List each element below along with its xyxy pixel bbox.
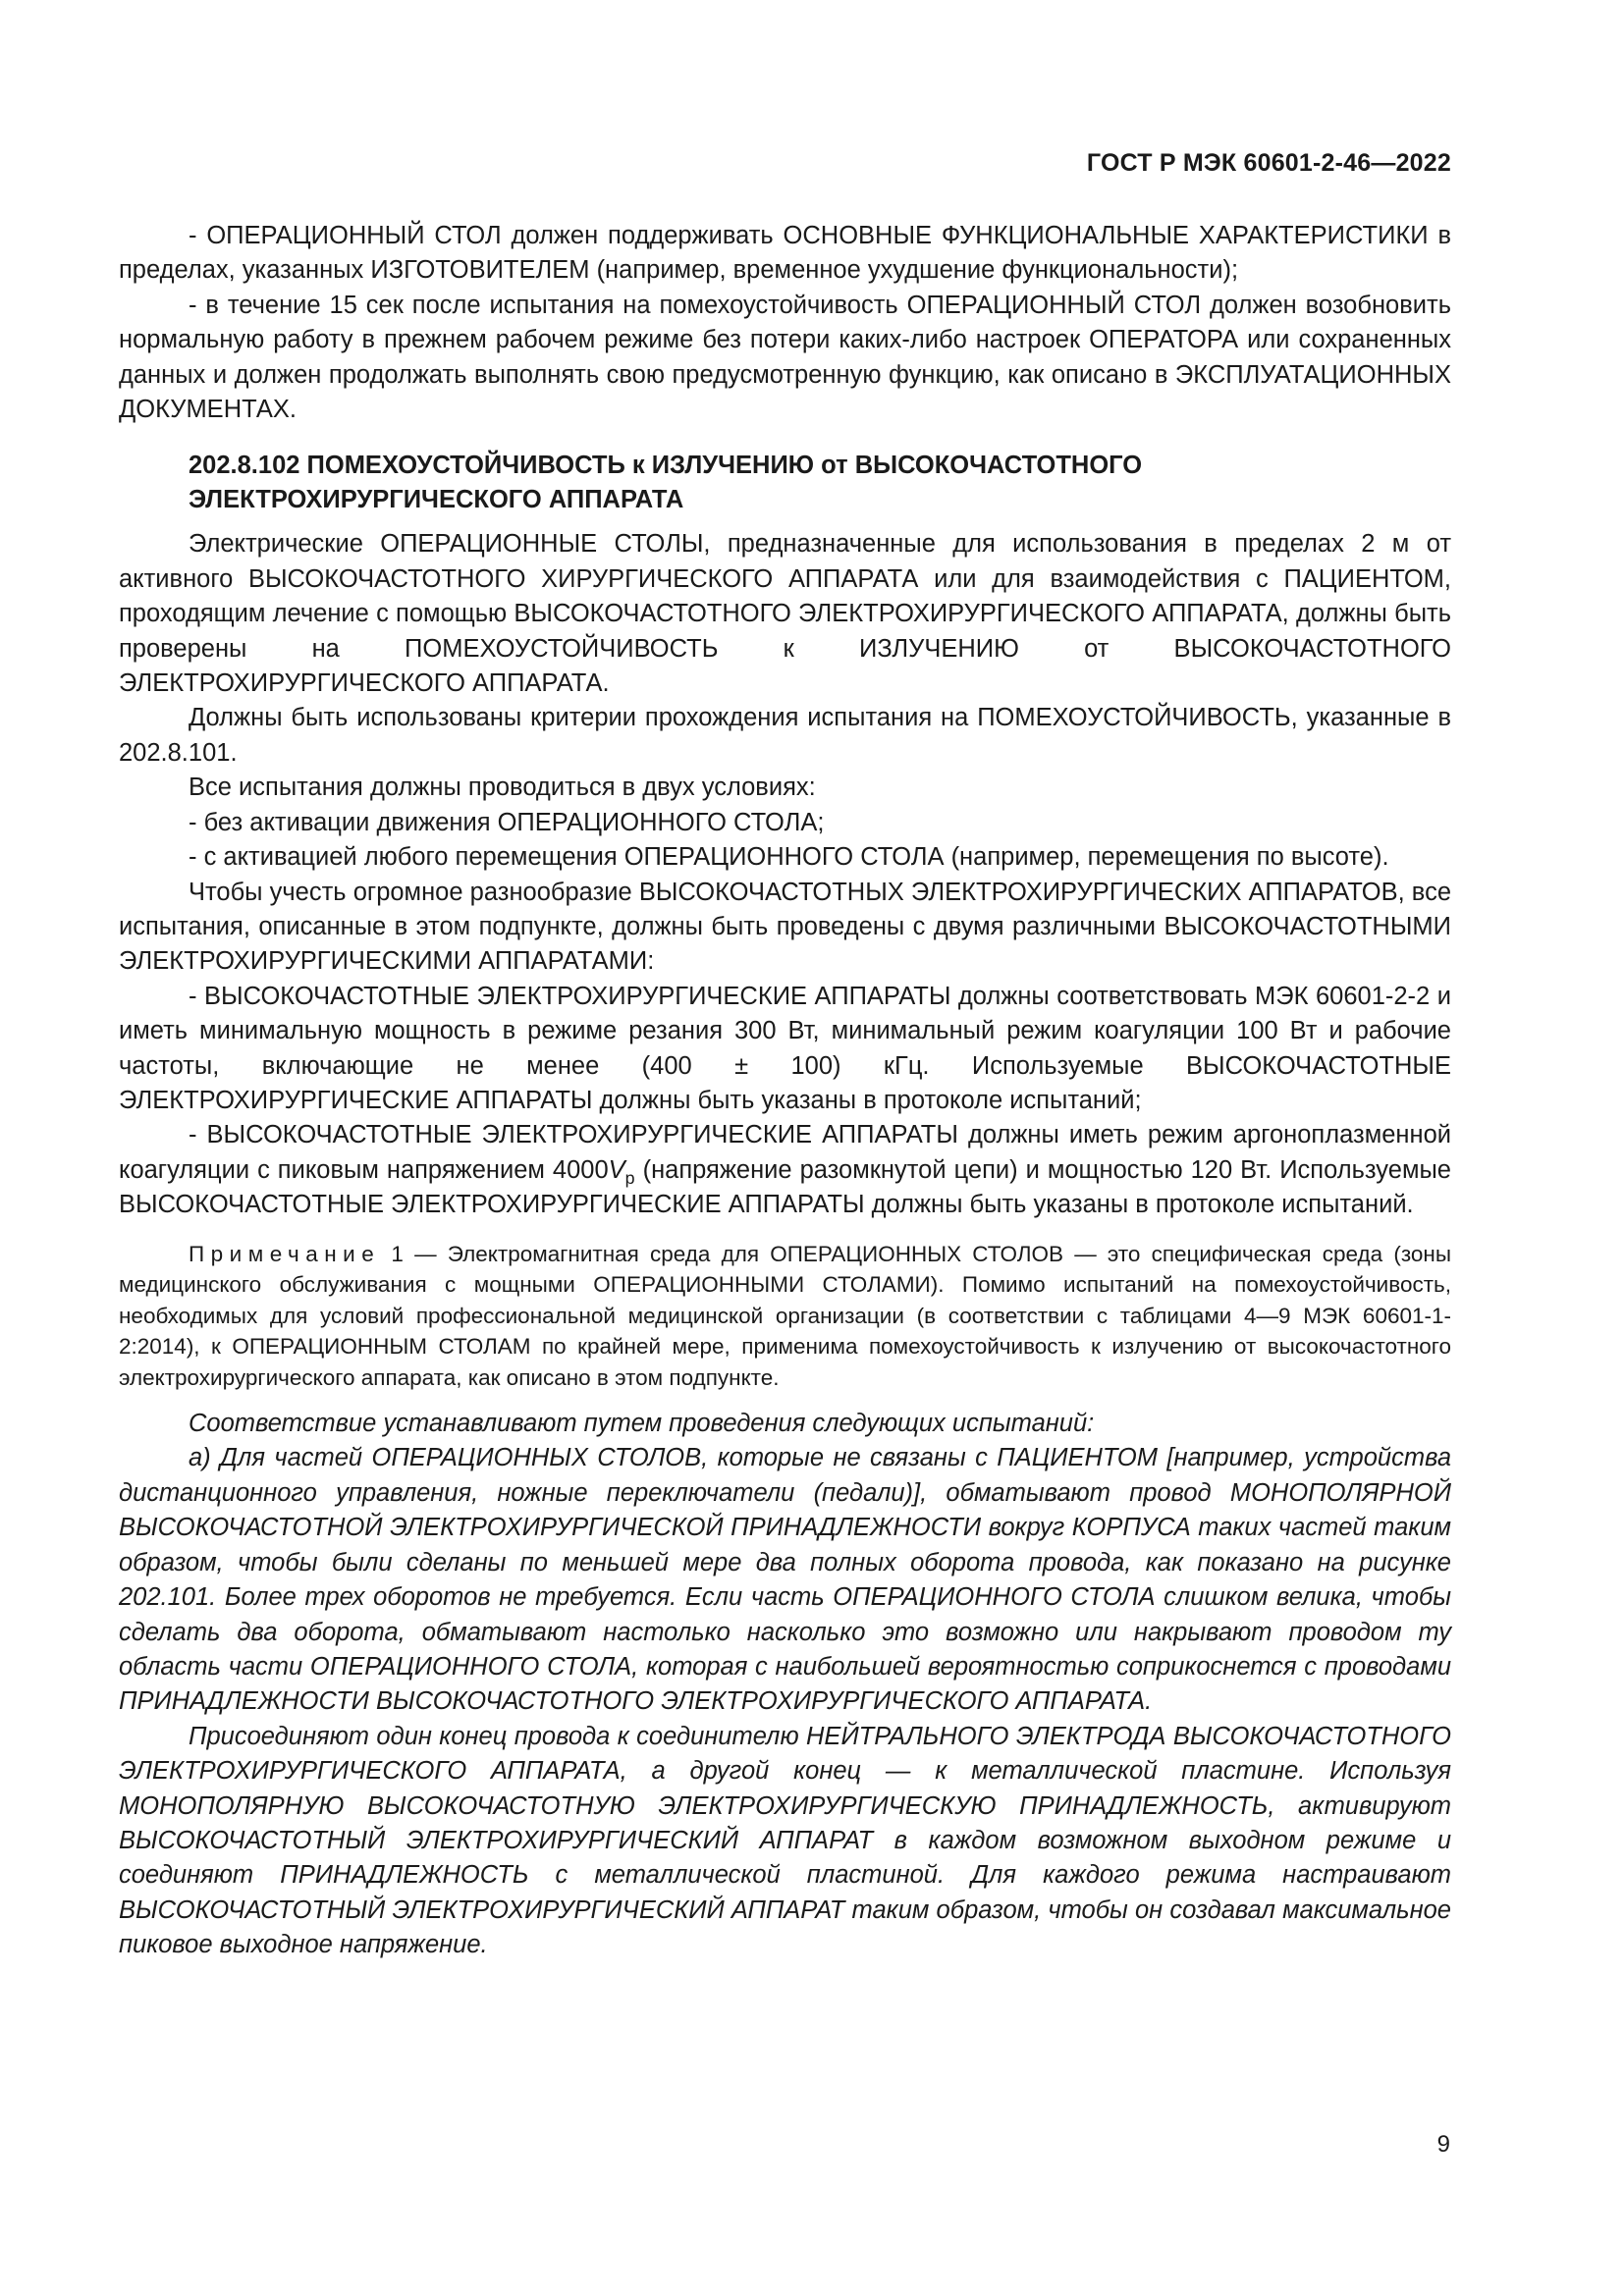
section-paragraph: Чтобы учесть огромное разнообразие ВЫСОКОЧАСТОТНЫХ ЭЛЕКТРОХИРУРГИЧЕСКИХ АППАРАТОВ, все испытания, описанные в этом подпункте, должны быть проведены с двумя различными ВЫСОКОЧАСТОТНЫМИ ЭЛЕКТРОХИРУРГИЧЕСКИМИ АППАРАТАМИ: — [119, 878, 1451, 976]
section-paragraph: Все испытания должны проводиться в двух условиях: — [189, 774, 816, 802]
section-heading-line: 202.8.102 ПОМЕХОУСТОЙЧИВОСТЬ к ИЗЛУЧЕНИЮ от ВЫСОКОЧАСТОТНОГО — [189, 452, 1143, 480]
note-text: 1 — Электромагнитная среда для ОПЕРАЦИОННЫХ СТОЛОВ — это специфическая среда (зоны медицинского обслуживания с мощными ОПЕРАЦИОННЫМИ СТОЛАМИ). Помимо испытаний на помехоустойчивость, необходимых для условий профессиональной медицинской организации (в соответствии с таблицами 4—9 МЭК 60601-1-2:2014), к ОПЕРАЦИОННЫМ СТОЛАМ по крайней мере, применима помехоустойчивость к излучению от высокочастотного электрохирургического аппарата, как описано в этом подпункте. — [119, 1241, 1451, 1390]
document-code-header: ГОСТ Р МЭК 60601-2-46—2022 — [1086, 149, 1451, 177]
section-heading — [119, 449, 1451, 517]
intro-paragraph: - ОПЕРАЦИОННЫЙ СТОЛ должен поддерживать ОСНОВНЫЕ ФУНКЦИОНАЛЬНЫЕ ХАРАКТЕРИСТИКИ в пределах, указанных ИЗГОТОВИТЕЛЕМ (например, временное ухудшение функциональности); — [119, 222, 1451, 285]
voltage-subscript: p — [624, 1167, 635, 1188]
section-heading-line: ЭЛЕКТРОХИРУРГИЧЕСКОГО АППАРАТА — [189, 486, 684, 514]
intro-paragraph: - в течение 15 сек после испытания на помехоустойчивость ОПЕРАЦИОННЫЙ СТОЛ должен возобновить нормальную работу в прежнем рабочем режиме без потери каких-либо настроек ОПЕРАТОРА или сохраненных данных и должен продолжать выполнять свою предусмотренную функцию, как описано в ЭКСПЛУАТАЦИОННЫХ ДОКУМЕНТАХ. — [119, 291, 1451, 424]
argon-text-after: (напряжение разомкнутой цепи) и мощностью 120 Вт. Используемые ВЫСОКОЧАСТОТНЫЕ ЭЛЕКТРОХИРУРГИЧЕСКИЕ АППАРАТЫ должны быть указаны в протоколе испытаний. — [119, 1155, 1451, 1219]
section-list-item: - с активацией любого перемещения ОПЕРАЦИОННОГО СТОЛА (например, перемещения по высоте). — [189, 843, 1389, 872]
section-paragraph: Должны быть использованы критерии прохождения испытания на ПОМЕХОУСТОЙЧИВОСТЬ, указанные в 202.8.101. — [119, 704, 1451, 767]
compliance-block — [119, 1407, 1451, 1963]
argon-paragraph — [119, 1118, 1451, 1222]
compliance-paragraph: Присоединяют один конец провода к соединителю НЕЙТРАЛЬНОГО ЭЛЕКТРОДА ВЫСОКОЧАСТОТНОГО ЭЛЕКТРОХИРУРГИЧЕСКОГО АППАРАТА, а другой конец — к металлической пластине. Используя МОНОПОЛЯРНУЮ ВЫСОКОЧАСТОТНУЮ ЭЛЕКТРОХИРУРГИЧЕСКУЮ ПРИНАДЛЕЖНОСТЬ, активируют ВЫСОКОЧАСТОТНЫЙ ЭЛЕКТРОХИРУРГИЧЕСКИЙ АППАРАТ в каждом возможном выходном режиме и соединяют ПРИНАДЛЕЖНОСТЬ с металлической пластиной. Для каждого режима настраивают ВЫСОКОЧАСТОТНЫЙ ЭЛЕКТРОХИРУРГИЧЕСКИЙ АППАРАТ таким образом, чтобы он создавал максимальное пиковое выходное напряжение. — [119, 1722, 1451, 1959]
note-label: Примечание — [189, 1241, 381, 1266]
section-list-item: - ВЫСОКОЧАСТОТНЫЕ ЭЛЕКТРОХИРУРГИЧЕСКИЕ АППАРАТЫ должны соответствовать МЭК 60601-2-2 и иметь минимальную мощность в режиме резания 300 Вт, минимальный режим коагуляции 100 Вт и рабочие частоты, включающие не менее (400 ± 100) кГц. Используемые ВЫСОКОЧАСТОТНЫЕ ЭЛЕКТРОХИРУРГИЧЕСКИЕ АППАРАТЫ должны быть указаны в протоколе испытаний; — [119, 982, 1451, 1114]
compliance-paragraph: а) Для частей ОПЕРАЦИОННЫХ СТОЛОВ, которые не связаны с ПАЦИЕНТОМ [например, устройства дистанционного управления, ножные переключатели (педали)], обматывают провод МОНОПОЛЯРНОЙ ВЫСОКОЧАСТОТНОЙ ЭЛЕКТРОХИРУРГИЧЕСКОЙ ПРИНАДЛЕЖНОСТИ вокруг КОРПУСА таких частей таким образом, чтобы были сделаны по меньшей мере два полных оборота провода, как показано на рисунке 202.101. Более трех оборотов не требуется. Если часть ОПЕРАЦИОННОГО СТОЛА слишком велика, чтобы сделать два оборота, обматывают настолько насколько это возможно или накрывают проводом ту область части ОПЕРАЦИОННОГО СТОЛА, которая с наибольшей вероятностью соприкоснется с проводами ПРИНАДЛЕЖНОСТИ ВЫСОКОЧАСТОТНОГО ЭЛЕКТРОХИРУРГИЧЕСКОГО АППАРАТА. — [119, 1444, 1451, 1716]
note-paragraph — [119, 1239, 1451, 1394]
section-list-item: - без активации движения ОПЕРАЦИОННОГО СТОЛА; — [189, 808, 825, 836]
argon-text-before: - ВЫСОКОЧАСТОТНЫЕ ЭЛЕКТРОХИРУРГИЧЕСКИЕ АППАРАТЫ должны иметь режим аргоноплазменной коагуляции с пиковым напряжением 4000 — [119, 1121, 1451, 1184]
compliance-paragraph: Соответствие устанавливают путем проведения следующих испытаний: — [189, 1410, 1095, 1438]
section-paragraph: Электрические ОПЕРАЦИОННЫЕ СТОЛЫ, предназначенные для использования в пределах 2 м от активного ВЫСОКОЧАСТОТНОГО ХИРУРГИЧЕСКОГО АППАРАТА или для взаимодействия с ПАЦИЕНТОМ, проходящим лечение с помощью ВЫСОКОЧАСТОТНОГО ЭЛЕКТРОХИРУРГИЧЕСКОГО АППАРАТА, должны быть проверены на ПОМЕХОУСТОЙЧИВОСТЬ к ИЗЛУЧЕНИЮ от ВЫСОКОЧАСТОТНОГО ЭЛЕКТРОХИРУРГИЧЕСКОГО АППАРАТА. — [119, 530, 1451, 698]
voltage-symbol: V — [608, 1155, 625, 1184]
document-body — [119, 219, 1451, 1963]
page-number: 9 — [1436, 2131, 1450, 2158]
